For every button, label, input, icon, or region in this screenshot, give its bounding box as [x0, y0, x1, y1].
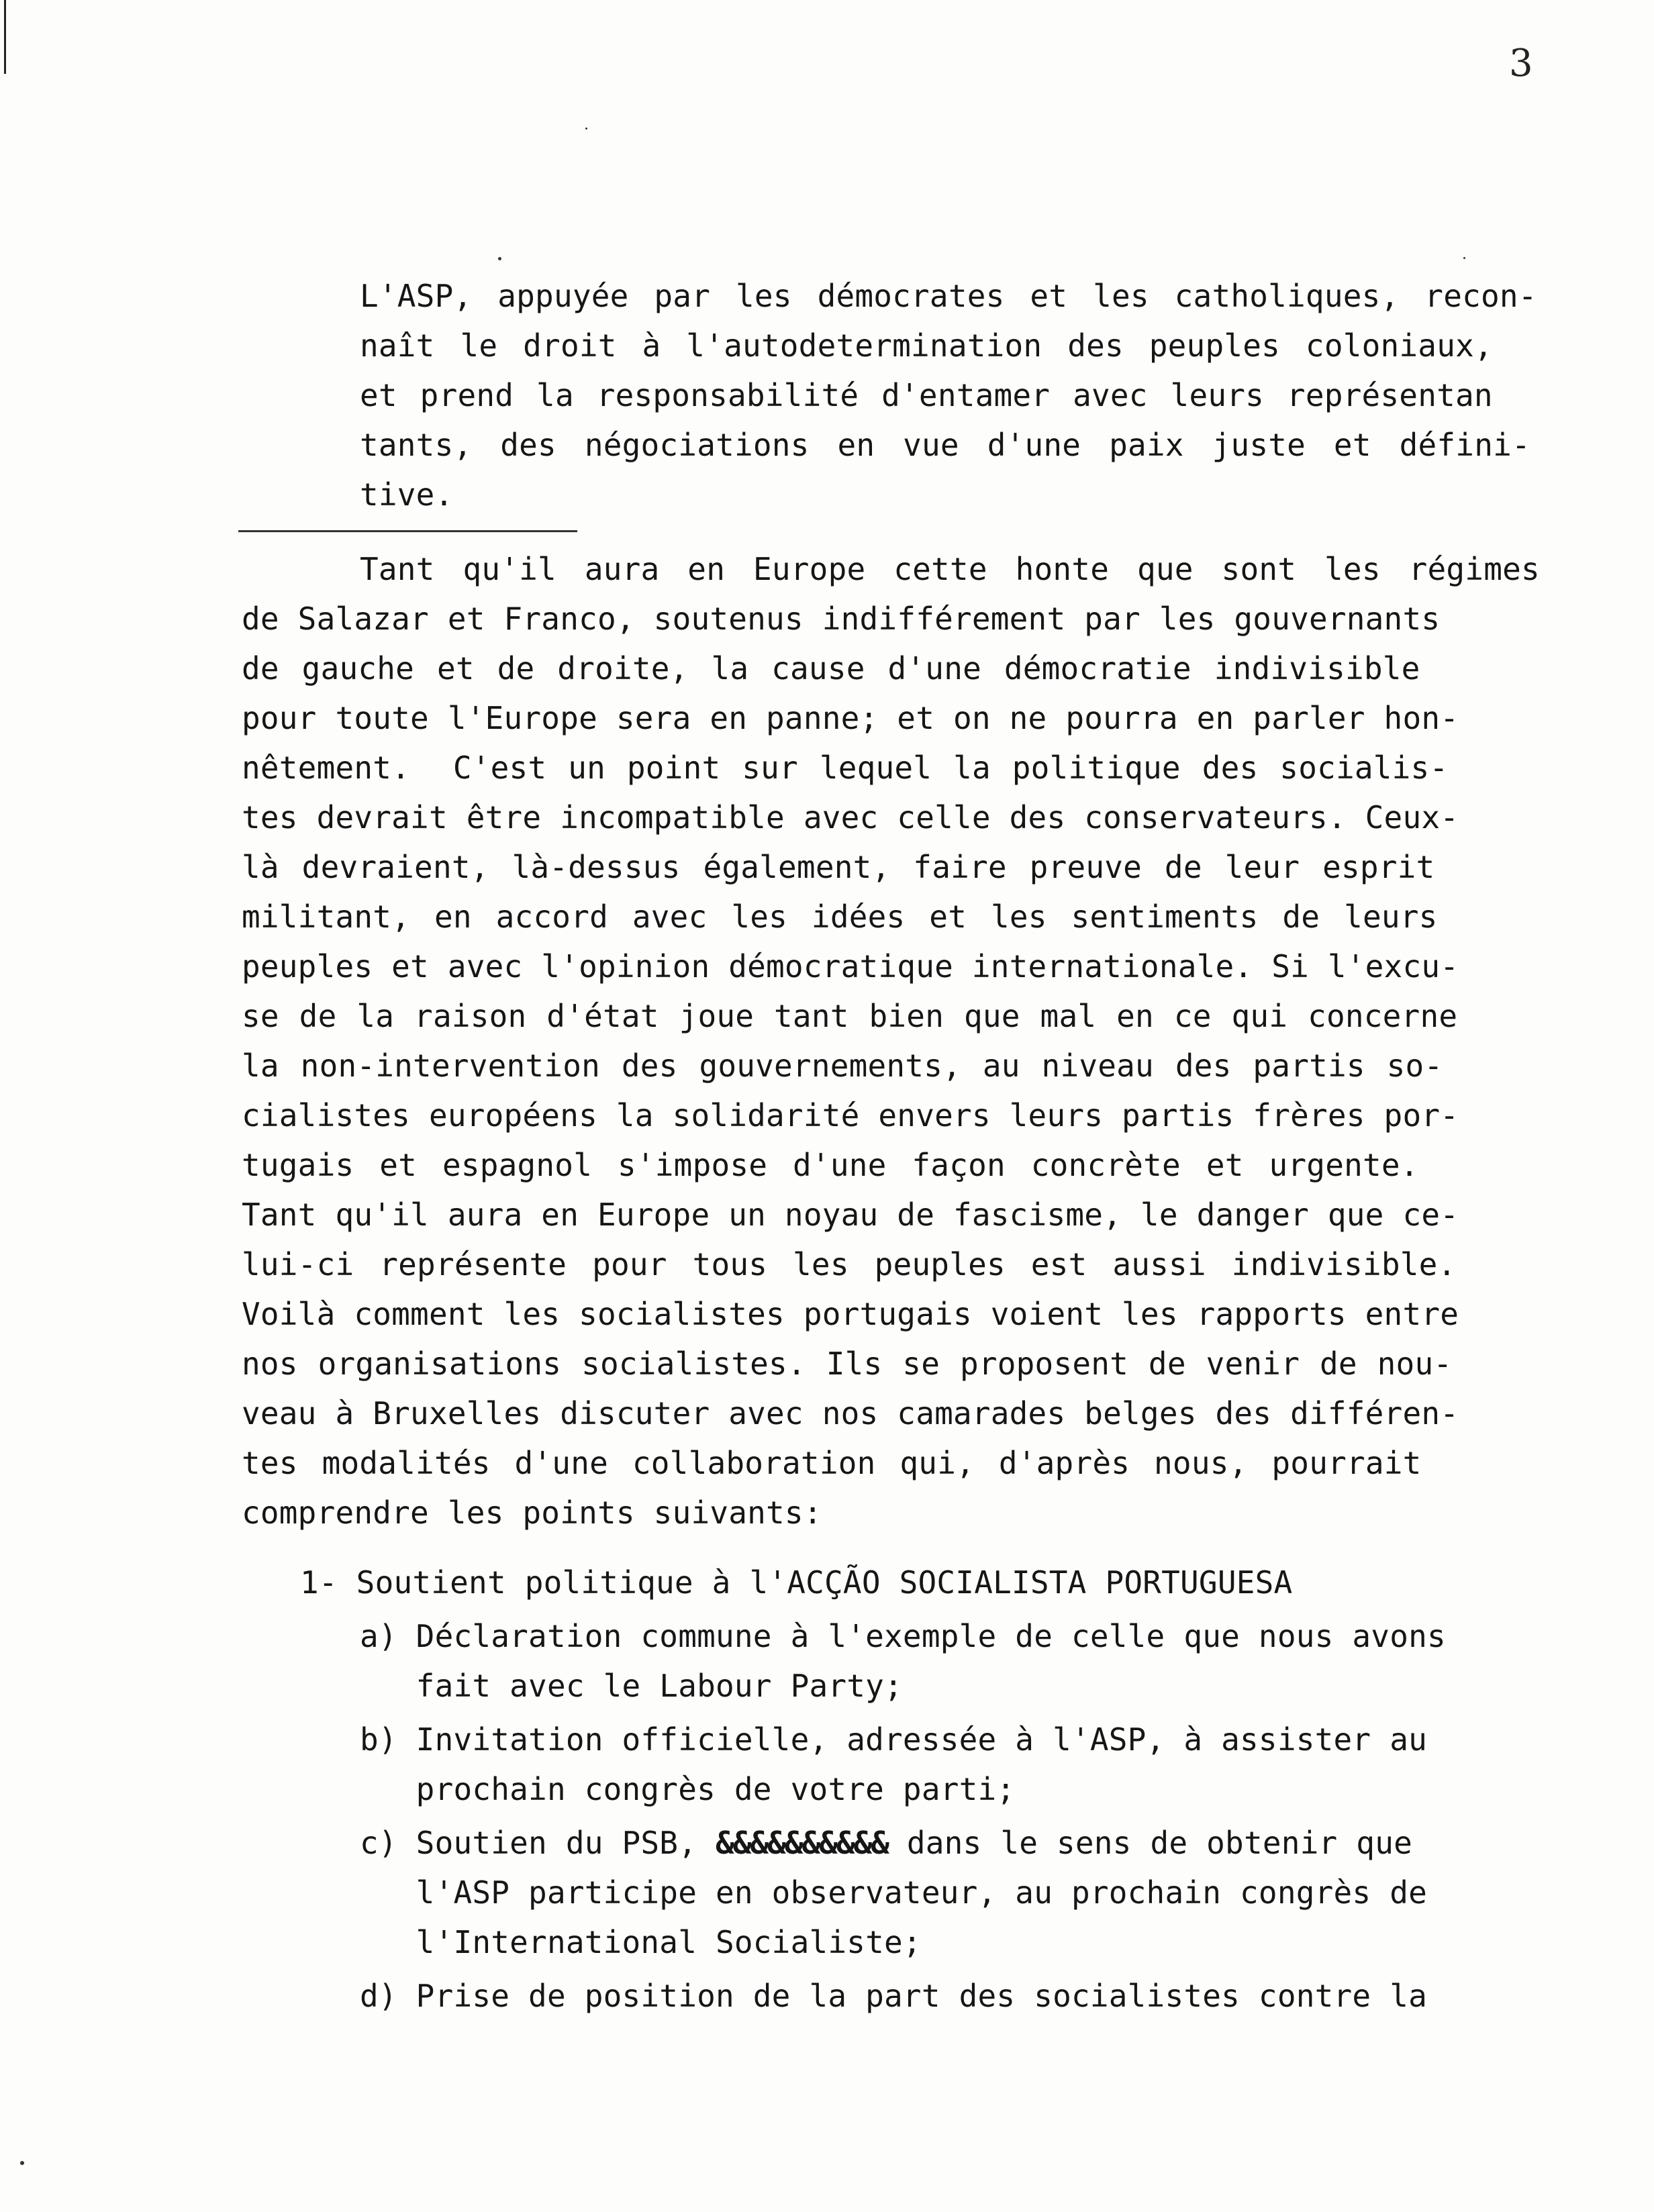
paragraph-2-line: veau à Bruxelles discuter avec nos camarades belges des différen- [242, 1395, 1459, 1431]
page-number: 3 [1509, 42, 1533, 85]
struck-out-characters: &&&&&&&&&& [716, 1825, 888, 1861]
paragraph-2-line: Tant qu'il aura en Europe un noyau de fascisme, le danger que ce- [242, 1197, 1459, 1233]
separator-rule [238, 530, 577, 532]
scan-speck [1463, 257, 1465, 259]
list-subitem-c-end: dans le sens de obtenir que [887, 1825, 1412, 1861]
list-subitem-b: prochain congrès de votre parti; [360, 1771, 1016, 1807]
list-subitem-c [360, 1825, 1412, 1861]
paragraph-1-line: naît le droit à l'autodetermination des peuples coloniaux, [360, 328, 1493, 364]
paragraph-2-line: la non-intervention des gouvernements, au niveau des partis so- [242, 1048, 1443, 1084]
paragraph-2-line: comprendre les points suivants: [242, 1495, 822, 1531]
paragraph-2-line: de gauche et de droite, la cause d'une démocratie indivisible [242, 650, 1420, 687]
paragraph-2-line: pour toute l'Europe sera en panne; et on ne pourra en parler hon- [242, 700, 1459, 736]
list-item-1: 1- Soutient politique à l'ACÇÃO SOCIALISTA PORTUGUESA [300, 1564, 1293, 1601]
paragraph-2-line: se de la raison d'état joue tant bien que mal en ce qui concerne [242, 998, 1458, 1034]
paragraph-2-line: tes devrait être incompatible avec celle des conservateurs. Ceux- [242, 799, 1459, 836]
paragraph-2-line: tes modalités d'une collaboration qui, d'après nous, pourrait [242, 1445, 1422, 1481]
scan-speck [20, 2161, 24, 2165]
list-subitem-b: b) Invitation officielle, adressée à l'ASP, à assister au [360, 1721, 1427, 1758]
paragraph-1-line: tive. [360, 476, 454, 513]
paragraph-2-line: cialistes européens la solidarité envers leurs partis frères por- [242, 1097, 1459, 1134]
paragraph-1-line: L'ASP, appuyée par les démocrates et les catholiques, recon- [360, 278, 1537, 314]
paragraph-2-line: nos organisations socialistes. Ils se proposent de venir de nou- [242, 1346, 1453, 1382]
scan-edge-mark [4, 0, 6, 74]
paragraph-2-line: peuples et avec l'opinion démocratique internationale. Si l'excu- [242, 948, 1459, 985]
paragraph-1-line: et prend la responsabilité d'entamer avec leurs représentan [360, 377, 1493, 413]
paragraph-2-line: militant, en accord avec les idées et les sentiments de leurs [242, 899, 1438, 935]
paragraph-2-line: tugais et espagnol s'impose d'une façon concrète et urgente. [242, 1147, 1419, 1183]
list-subitem-a: fait avec le Labour Party; [360, 1668, 903, 1704]
paragraph-2-line: là devraient, là-dessus également, faire preuve de leur esprit [242, 849, 1435, 885]
list-subitem-c: l'ASP participe en observateur, au prochain congrès de [360, 1874, 1427, 1911]
list-subitem-c: l'International Socialiste; [360, 1924, 922, 1960]
scan-speck [498, 257, 501, 260]
paragraph-2-line: Tant qu'il aura en Europe cette honte que sont les régimes [360, 551, 1540, 587]
paragraph-2-line: lui-ci représente pour tous les peuples est aussi indivisible. [242, 1246, 1457, 1283]
paragraph-2-line: Voilà comment les socialistes portugais voient les rapports entre [242, 1296, 1459, 1332]
list-subitem-d: d) Prise de position de la part des socialistes contre la [360, 1978, 1427, 2014]
paragraph-1-line: tants, des négociations en vue d'une paix juste et défini- [360, 427, 1530, 463]
scan-speck [585, 128, 587, 130]
paragraph-2-line: de Salazar et Franco, soutenus indifférement par les gouvernants [242, 601, 1441, 637]
paragraph-2-line: nêtement. C'est un point sur lequel la politique des socialis- [242, 750, 1449, 786]
list-subitem-a: a) Déclaration commune à l'exemple de celle que nous avons [360, 1618, 1446, 1654]
list-subitem-c-start: c) Soutien du PSB, [360, 1825, 716, 1861]
